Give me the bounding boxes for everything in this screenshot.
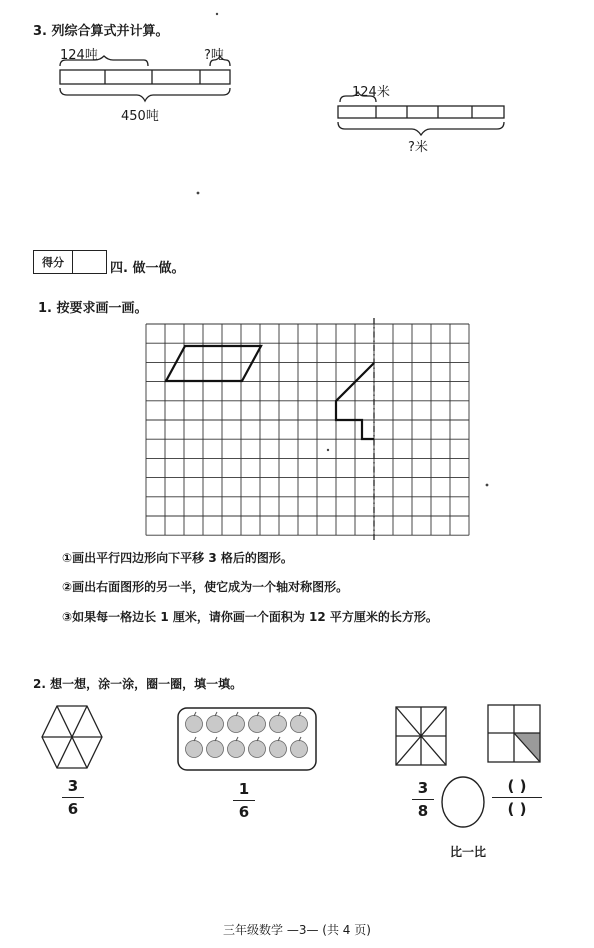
page-footer: 三年级数学 —3— (共 4 页) — [223, 923, 371, 937]
frac3-denominator: 8 — [417, 802, 429, 820]
compare-label: 比一比 — [450, 845, 487, 859]
apple-icon — [207, 741, 224, 758]
apple-icon — [186, 741, 203, 758]
frac2-denominator: 6 — [238, 803, 250, 821]
apple-icon — [270, 716, 287, 733]
blank-numerator: ( ) — [507, 777, 527, 795]
q1-title: 1. 按要求画一画。 — [38, 301, 148, 316]
frac1-denominator: 6 — [67, 800, 79, 818]
instruction-1: ①画出平行四边形向下平移 3 格后的图形。 — [62, 551, 293, 565]
octant-square-figure — [396, 707, 446, 765]
apple-icon — [270, 741, 287, 758]
frac3-bar — [412, 799, 434, 800]
instruction-2: ②画出右面图形的另一半，使它成为一个轴对称图形。 — [62, 580, 349, 594]
frac1-bar — [62, 797, 84, 798]
apple-icon — [228, 716, 245, 733]
apple-icon — [291, 741, 308, 758]
diagram1-part-label: 124吨 — [60, 48, 98, 63]
quarter-square-figure — [488, 705, 540, 762]
compare-circle — [442, 777, 484, 827]
apple-icon — [228, 741, 245, 758]
blank-bar — [492, 797, 542, 798]
apple-icon — [291, 716, 308, 733]
fraction-blank — [488, 777, 546, 818]
fraction-hexagon — [58, 777, 88, 818]
diagram1-unknown-label: ?吨 — [204, 48, 224, 63]
q2-title: 2. 想一想，涂一涂，圈一圈，填一填。 — [33, 677, 243, 691]
hexagon-figure — [42, 706, 102, 768]
apple-icon — [186, 716, 203, 733]
frac3-numerator: 3 — [417, 779, 429, 797]
fraction-apples — [229, 780, 259, 821]
apple-group — [186, 712, 308, 758]
diagram1-total-label: 450吨 — [121, 109, 159, 124]
score-label: 得分 — [34, 251, 73, 273]
fraction-octant — [408, 779, 438, 820]
instruction-3: ③如果每一格边长 1 厘米，请你画一个面积为 12 平方厘米的长方形。 — [62, 610, 438, 624]
section4-title: 四. 做一做。 — [110, 261, 185, 276]
apple-icon — [207, 716, 224, 733]
diagram2-part-label: 124米 — [352, 85, 390, 100]
frac2-numerator: 1 — [238, 780, 250, 798]
section3-title: 3. 列综合算式并计算。 — [33, 24, 169, 39]
apple-icon — [249, 716, 266, 733]
frac1-numerator: 3 — [67, 777, 79, 795]
blank-denominator: ( ) — [507, 800, 527, 818]
apple-icon — [249, 741, 266, 758]
frac2-bar — [233, 800, 255, 801]
diagram2-total-label: ?米 — [408, 140, 428, 155]
